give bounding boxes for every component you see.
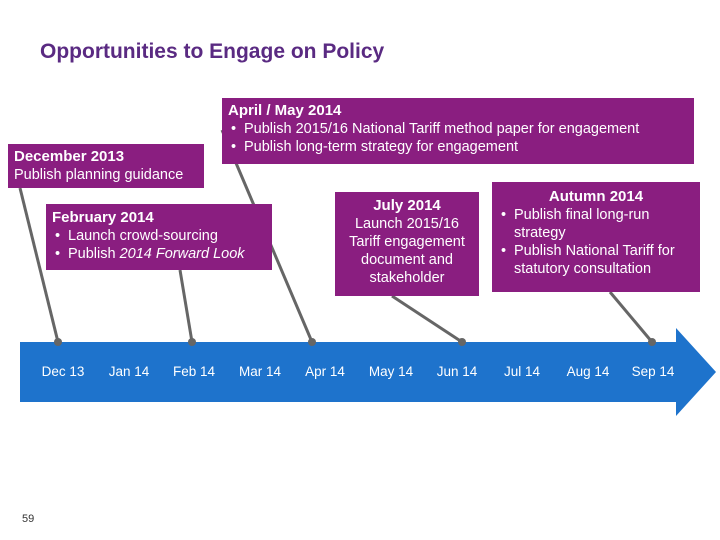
milestone-box-february-2014 [46, 204, 272, 270]
connector-feb [180, 270, 192, 342]
connector-dot-jul [458, 338, 466, 346]
connector-dot-dec [54, 338, 62, 346]
milestone-bullet: • Publish National Tariff for statutory consultation [498, 242, 694, 278]
milestone-heading: April / May 2014 [228, 102, 342, 119]
month-label: Feb 14 [172, 364, 216, 379]
milestone-box-april-may-2014 [222, 98, 694, 164]
connector-aut [610, 292, 652, 342]
connector-jul [392, 296, 462, 342]
page-number: 59 [22, 513, 35, 525]
milestone-bullet: • Launch crowd-sourcing [52, 227, 266, 245]
milestone-box-july-2014 [335, 192, 479, 296]
milestone-box-december-2013 [8, 144, 204, 188]
milestone-bullet-text: Publish [68, 246, 120, 262]
page-title: Opportunities to Engage on Policy [40, 40, 385, 63]
connector-dot-aut [648, 338, 656, 346]
connector-dot-apr [308, 338, 316, 346]
month-label: Jun 14 [436, 364, 478, 379]
month-label: May 14 [368, 364, 414, 379]
milestone-bullet [52, 245, 266, 263]
milestone-heading: December 2013 [14, 148, 125, 165]
month-label: Mar 14 [238, 364, 282, 379]
milestone-heading: Autumn 2014 [548, 188, 644, 205]
milestone-bullet: • Publish 2015/16 National Tariff method paper for engagement [228, 120, 688, 138]
month-label: Sep 14 [631, 364, 675, 379]
connector-dot-feb [188, 338, 196, 346]
milestone-box-autumn-2014 [492, 182, 700, 292]
month-label: Apr 14 [305, 364, 345, 379]
milestone-heading: July 2014 [373, 197, 441, 214]
publication-title: 2014 Forward Look [119, 246, 245, 262]
milestone-heading: February 2014 [52, 209, 154, 226]
milestone-bullet: • Publish long-term strategy for engagement [228, 138, 688, 156]
milestone-text: Launch 2015/16 Tariff engagement document and stakeholder [349, 216, 465, 286]
month-label: Jan 14 [108, 364, 150, 379]
month-label: Aug 14 [566, 364, 610, 379]
month-label: Jul 14 [503, 364, 541, 379]
month-label: Dec 13 [41, 364, 85, 379]
timeline-month-labels [0, 364, 720, 384]
milestone-text: Publish planning guidance [14, 167, 184, 183]
milestone-bullet: • Publish final long-run strategy [498, 206, 694, 242]
